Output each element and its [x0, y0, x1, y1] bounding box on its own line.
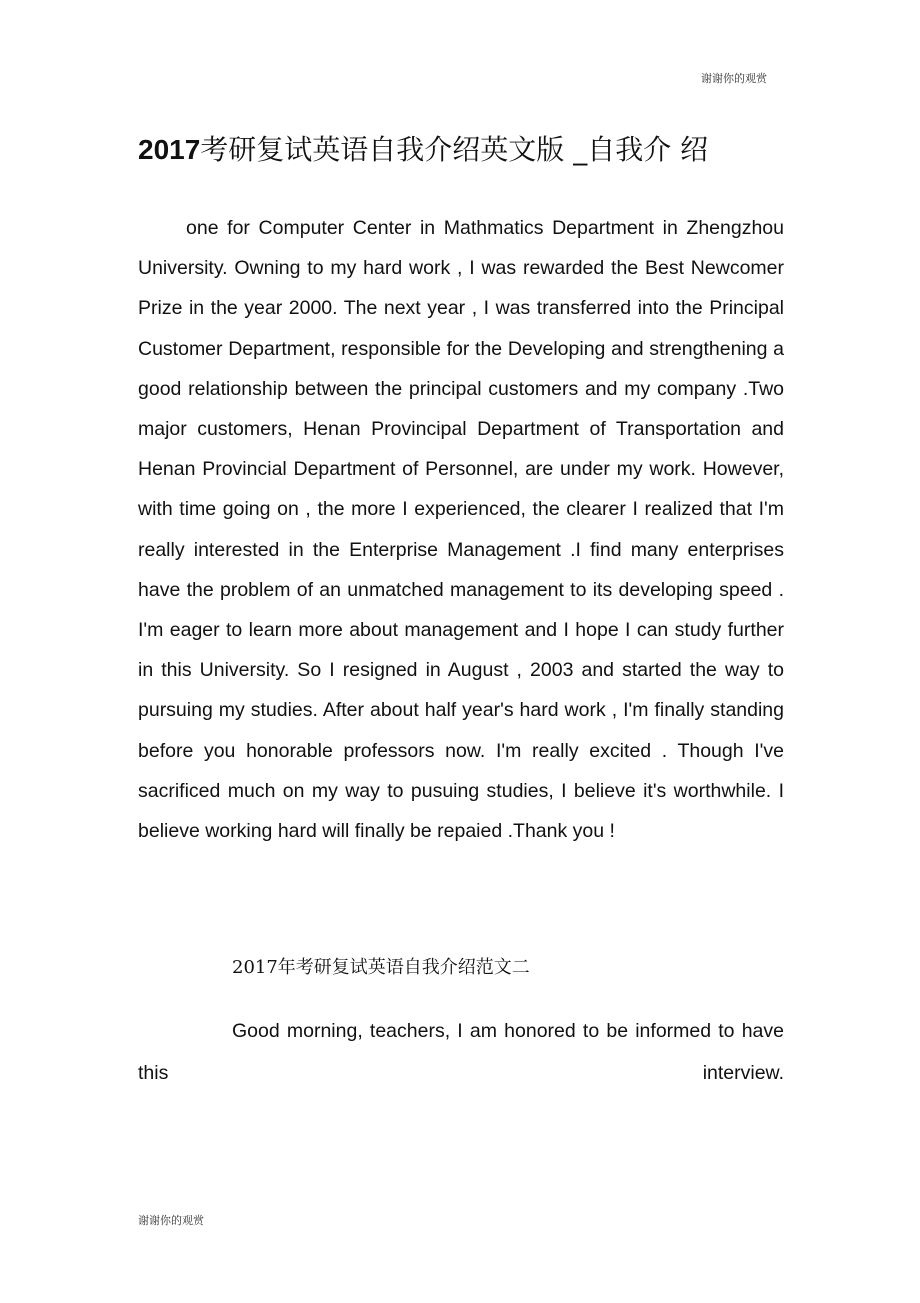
- title-year: 2017: [138, 134, 201, 165]
- closing-paragraph: Good morning, teachers, I am honored to be informed to have this interview.: [138, 1020, 784, 1084]
- document-title: [138, 130, 798, 170]
- section-heading: 2017年考研复试英语自我介绍范文二: [232, 957, 530, 978]
- body-paragraph: one for Computer Center in Mathmatics Department in Zhengzhou University. Owning to my hard work , I was rewarded the Best Newcomer Prize in the year 2000. The next year , I was transferred into the Principal Customer Department, responsible for the Developing and strengthening a good relationship between the principal customers and my company .Two major customers, Henan Provincipal Department of Transportation and Henan Provincial Department of Personnel, are under my work. However, with time going on , the more I experienced, the clearer I realized that I'm really interested in the Enterprise Management .I find many enterprises have the problem of an unmatched management to its developing speed . I'm eager to learn more about management and I hope I can study further in this University. So I resigned in August , 2003 and started the way to pursuing my studies. After about half year's hard work , I'm finally standing before you honorable professors now. I'm really excited . Though I've sacrificed much on my way to pusuing studies, I believe it's worthwhile. I believe working hard will finally be repaied .Thank you !: [138, 217, 784, 843]
- header-note: 谢谢你的观赏: [701, 72, 767, 85]
- title-text: 考研复试英语自我介绍英文版 _自我介 绍: [200, 133, 709, 166]
- footer-note: 谢谢你的观赏: [138, 1214, 204, 1227]
